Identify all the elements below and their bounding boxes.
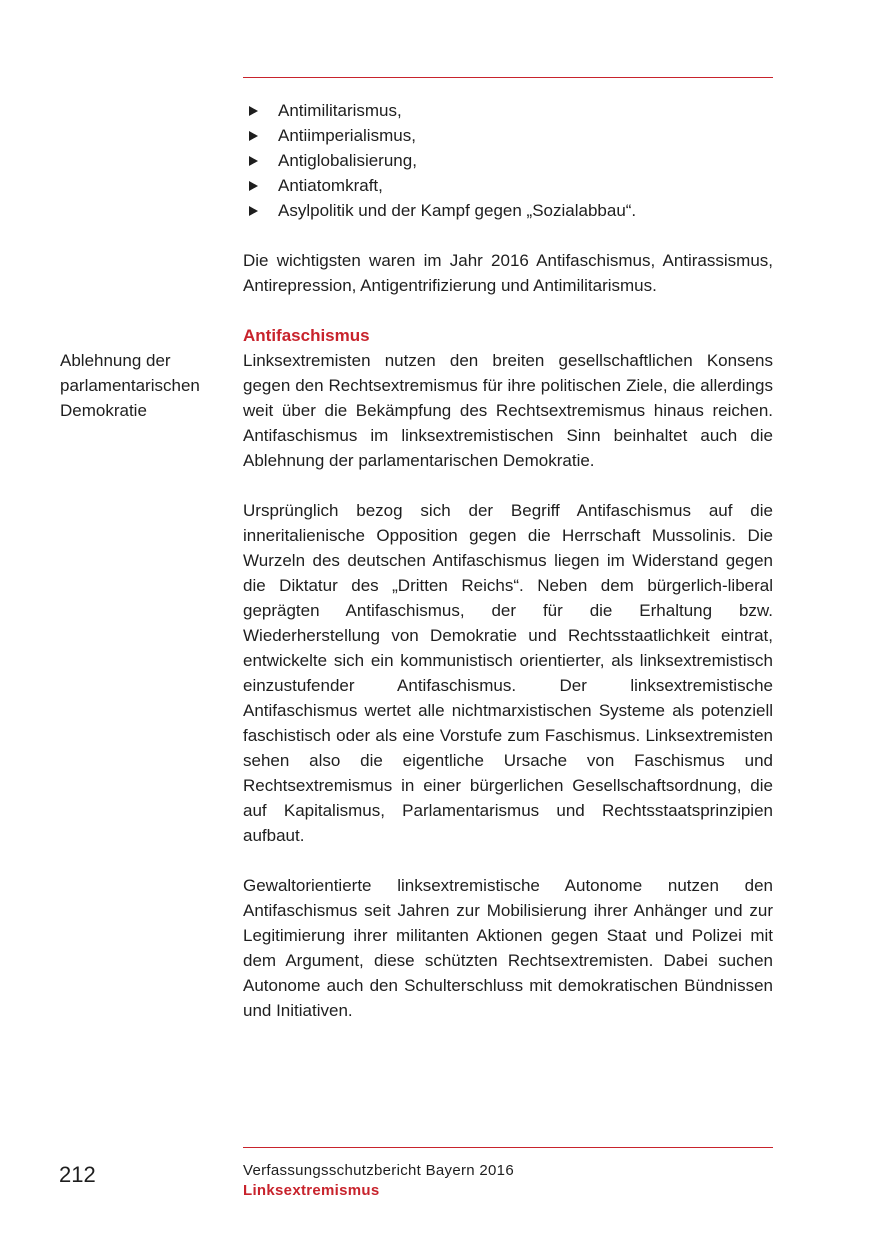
margin-note-line: Demokratie <box>60 401 147 420</box>
section-heading: Antifaschismus <box>243 326 370 345</box>
list-item: Antimilitarismus, <box>243 98 773 123</box>
bottom-divider <box>243 1147 773 1148</box>
chapter-title: Linksextremismus <box>243 1182 380 1199</box>
margin-note-line: parlamentarischen <box>60 376 200 395</box>
triangle-bullet-icon <box>249 156 258 166</box>
triangle-bullet-icon <box>249 106 258 116</box>
bullet-list <box>243 98 773 223</box>
body-paragraph-3: Gewaltorientierte linksextremistische Autonome nutzen den Antifaschismus seit Jahren zur Mobilisierung ihrer Anhänger und zur Legitimierung ihrer militanten Aktionen gegen Staat und Polizei mit dem Argument, diese schützten Rechtsextremisten. Dabei suchen Autonome auch den Schulterschluss mit demokratischen Bündnissen und Initiativen. <box>243 876 773 1020</box>
main-text-column <box>243 98 773 1023</box>
intro-paragraph: Die wichtigsten waren im Jahr 2016 Antifaschismus, Antirassismus, Antirepression, Antigentrifizierung und Antimilitarismus. <box>243 251 773 295</box>
margin-note <box>60 348 230 423</box>
triangle-bullet-icon <box>249 131 258 141</box>
list-item: Antiimperialismus, <box>243 123 773 148</box>
page-footer <box>243 1161 514 1201</box>
publication-title: Verfassungsschutzbericht Bayern 2016 <box>243 1162 514 1179</box>
list-item: Antiglobalisierung, <box>243 148 773 173</box>
page-number: 212 <box>59 1162 96 1187</box>
top-divider <box>243 77 773 78</box>
triangle-bullet-icon <box>249 206 258 216</box>
body-paragraph-2: Ursprünglich bezog sich der Begriff Antifaschismus auf die inneritalienische Opposition gegen die Herrschaft Mussolinis. Die Wurzeln des deutschen Antifaschismus liegen im Widerstand gegen die Diktatur des „Dritten Reichs“. Neben dem bürgerlich-liberal geprägten Antifaschismus, der für die Erhaltung bzw. Wiederherstellung von Demokratie und Rechtsstaatlichkeit eintrat, entwickelte sich ein kommunistisch orientierter, als linksextremistisch einzustufender Antifaschismus. Der linksextremistische Antifaschismus wertet alle nichtmarxistischen Systeme als potenziell faschistisch oder als eine Vorstufe zum Faschismus. Linksextremisten sehen also die eigentliche Ursache von Faschismus und Rechtsextremismus in einer bürgerlichen Gesellschaftsordnung, die auf Kapitalismus, Parlamentarismus und Rechtsstaatsprinzipien aufbaut. <box>243 501 773 845</box>
body-paragraph-1: Linksextremisten nutzen den breiten gesellschaftlichen Konsens gegen den Rechtsextremismus für ihre politischen Ziele, die allerdings weit über die Bekämpfung des Rechtsextremismus hinaus reichen. Antifaschismus im linksextremistischen Sinn beinhaltet auch die Ablehnung der parlamentarischen Demokratie. <box>243 351 773 470</box>
margin-note-line: Ablehnung der <box>60 351 171 370</box>
triangle-bullet-icon <box>249 181 258 191</box>
list-item: Asylpolitik und der Kampf gegen „Sozialabbau“. <box>243 198 773 223</box>
list-item: Antiatomkraft, <box>243 173 773 198</box>
